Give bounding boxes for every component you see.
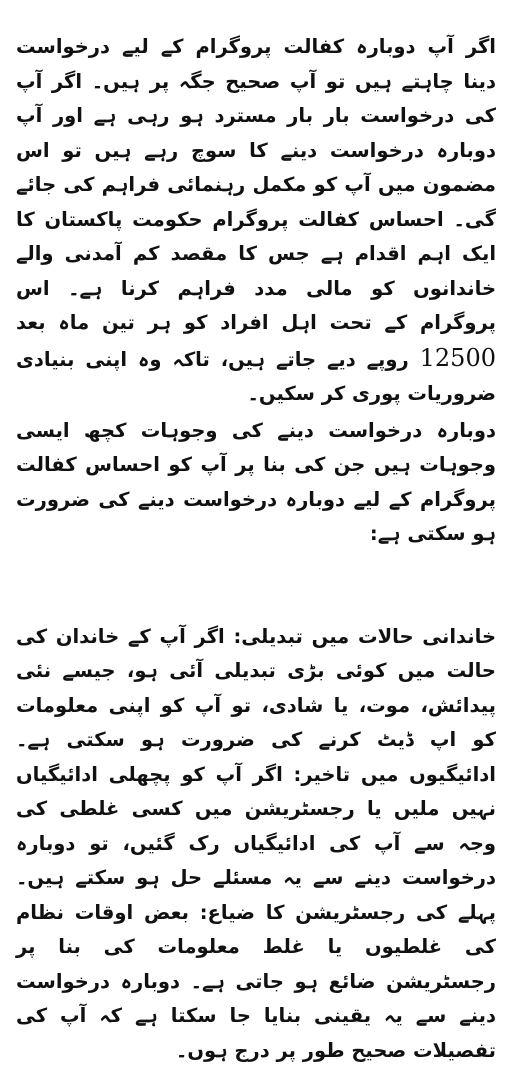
intro-paragraph [16, 30, 496, 412]
payment-amount: 12500 [420, 344, 496, 372]
intro-text: اگر آپ دوبارہ کفالت پروگرام کے لیے درخواست دینا چاہتے ہیں تو آپ صحیح جگہ پر ہیں۔ اگر آپ کی درخواست بار بار مسترد ہو رہی ہے اور آپ دوبارہ درخواست دینے کا سوچ رہے ہیں تو اس مضمون میں آپ کو مکمل رہنمائی فراہم کی جائے گی۔ احساس کفالت پروگرام حکومت پاکستان کا ایک اہم اقدام ہے جس کا مقصد کم آمدنی والے خاندانوں کو مالی مدد فراہم کرنا ہے۔ اس پروگرام کے تحت اہل افراد کو ہر تین ماہ بعد [16, 35, 496, 334]
reasons-intro-paragraph: دوبارہ درخواست دینے کی وجوہات کچھ ایسی وجوہات ہیں جن کی بنا پر آپ کو احساس کفالت پروگرام کے لیے دوبارہ درخواست دینے کی ضرورت ہو سکتی ہے: [16, 414, 496, 552]
intro-text-end: روپے دیے جاتے ہیں، تاکہ وہ اپنی بنیادی ضروریات پوری کر سکیں۔ [16, 348, 496, 406]
reasons-paragraph: خاندانی حالات میں تبدیلی: اگر آپ کے خاندان کی حالت میں کوئی بڑی تبدیلی آئی ہو، جیسے نئی پیدائش، موت، یا شادی، تو آپ کو اپنی معلومات کو اپ ڈیٹ کرنے کی ضرورت ہو سکتی ہے۔ ادائیگیوں میں تاخیر: اگر آپ کو پچھلی ادائیگیاں نہیں ملیں یا رجسٹریشن میں کسی غلطی کی وجہ سے آپ کی ادائیگیاں رک گئیں، تو دوبارہ درخواست دینے سے یہ مسئلے حل ہو سکتے ہیں۔ پہلے کی رجسٹریشن کا ضیاع: بعض اوقات نظام کی غلطیوں یا غلط معلومات کی بنا پر رجسٹریشن ضائع ہو جاتی ہے۔ دوبارہ درخواست دینے سے یہ یقینی بنایا جا سکتا ہے کہ آپ کی تفصیلات صحیح طور پر درج ہوں۔ [16, 620, 496, 1068]
